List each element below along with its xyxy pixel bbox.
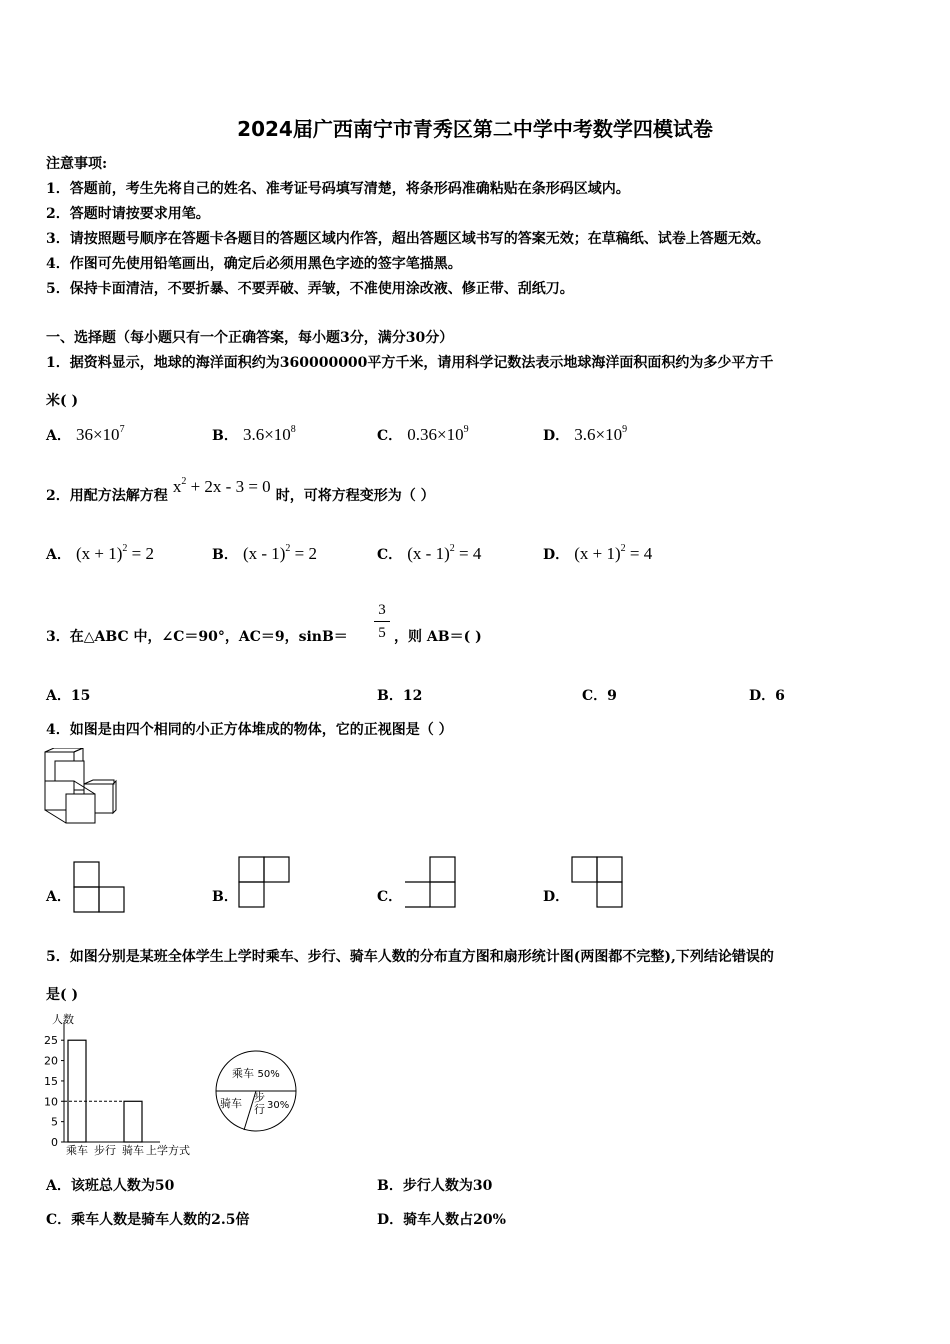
- x-category-label: 步行: [94, 1144, 116, 1157]
- y-tick-label: 15: [44, 1074, 58, 1088]
- q3-option-a[interactable]: A．15: [46, 688, 91, 704]
- q5-option-b[interactable]: B．步行人数为30: [377, 1178, 493, 1194]
- fraction: [374, 600, 390, 643]
- pie-slice-label: 步行: [254, 1091, 265, 1116]
- y-tick-label: 0: [51, 1136, 58, 1149]
- y-tick-label: 10: [44, 1095, 58, 1109]
- q4-option-b-figure: [238, 856, 292, 910]
- chart-ylabel: 人数: [52, 1013, 74, 1026]
- question-5-text-cont: 是( ): [46, 987, 79, 1003]
- question-3-text: 3．在△ABC 中，∠C＝90°，AC＝9，sinB＝: [46, 629, 348, 645]
- q1-option-c[interactable]: C． $0.36\times 10^9$: [377, 424, 469, 444]
- question-5-text: 5．如图分别是某班全体学生上学时乘车、步行、骑车人数的分布直方图和扇形统计图(两图都不完整),下列结论错误的: [46, 949, 774, 965]
- question-4-text: 4．如图是由四个相同的小正方体堆成的物体，它的正视图是（ ）: [46, 722, 453, 738]
- fraction-numerator: 3: [378, 602, 386, 618]
- q4-option-a[interactable]: A．: [46, 889, 71, 905]
- bar-骑车: [124, 1101, 142, 1142]
- notice-item: 4．作图可先使用铅笔画出，确定后必须用黑色字迹的签字笔描黑。: [46, 256, 462, 272]
- notice-item: 2．答题时请按要求用笔。: [46, 206, 210, 222]
- x-category-label: 骑车: [122, 1144, 144, 1157]
- q3-option-b[interactable]: B．12: [377, 688, 423, 704]
- q4-option-d[interactable]: D．: [543, 889, 570, 905]
- pie-slice-label: 骑车: [220, 1097, 242, 1110]
- q5-option-d[interactable]: D．骑车人数占20%: [377, 1212, 506, 1228]
- q2-option-a[interactable]: A． $(x + 1)^2 = 2$: [46, 543, 154, 563]
- pie-chart: [212, 1050, 302, 1134]
- q3-option-c[interactable]: C．9: [582, 688, 617, 704]
- question-3-suffix: ，则 AB＝( ): [394, 629, 482, 645]
- notice-heading: 注意事项:: [46, 156, 108, 172]
- x-category-label: 乘车: [66, 1144, 88, 1157]
- q4-option-a-figure: [73, 861, 127, 915]
- section-heading: 一、选择题（每小题只有一个正确答案，每小题3分，满分30分）: [46, 330, 454, 346]
- q4-option-c-figure: [404, 856, 458, 910]
- question-1-text-cont: 米( ): [46, 393, 79, 409]
- q1-option-b[interactable]: B． $3.6\times 10^8$: [212, 424, 296, 444]
- chart-xlabel: 上学方式: [146, 1144, 190, 1157]
- q4-option-b[interactable]: B．: [212, 889, 238, 905]
- page-title: 2024届广西南宁市青秀区第二中学中考数学四模试卷: [237, 117, 713, 141]
- notice-item: 3．请按照题号顺序在答题卡各题目的答题区域内作答，超出答题区域书写的答案无效；在草稿纸、试卷上答题无效。: [46, 231, 770, 247]
- cube-stack-figure: [44, 748, 118, 828]
- pie-slice-pct: 30%: [267, 1100, 290, 1111]
- q4-option-c[interactable]: C．: [377, 889, 403, 905]
- pie-slice-label: 乘车 50%: [232, 1067, 280, 1080]
- question-2-text: 2．用配方法解方程 $x^2 + 2x - 3 = 0$ 时，可将方程变形为（ ）: [46, 476, 435, 504]
- notice-item: 5．保持卡面清洁，不要折暴、不要弄破、弄皱，不准使用涂改液、修正带、刮纸刀。: [46, 281, 574, 297]
- y-tick-label: 20: [44, 1054, 58, 1068]
- q3-option-d[interactable]: D．6: [749, 688, 785, 704]
- fraction-denominator: 5: [378, 625, 386, 641]
- y-tick-label: 5: [51, 1115, 58, 1129]
- q2-option-d[interactable]: D． $(x + 1)^2 = 4$: [543, 543, 653, 563]
- q1-option-d[interactable]: D． $3.6\times 10^9$: [543, 424, 628, 444]
- q2-option-b[interactable]: B． (x - 1)$^2$ = 2: [212, 543, 318, 563]
- y-tick-label: 25: [44, 1034, 58, 1048]
- notice-item: 1．答题前，考生先将自己的姓名、准考证号码填写清楚，将条形码准确粘贴在条形码区域内。: [46, 181, 630, 197]
- q5-option-a[interactable]: A．该班总人数为50: [46, 1178, 175, 1194]
- question-1-text: 1．据资料显示，地球的海洋面积约为360000000平方千米，请用科学记数法表示地球海洋面积面积约为多少平方千: [46, 355, 774, 371]
- fraction-bar: [374, 621, 390, 622]
- q5-option-c[interactable]: C．乘车人数是骑车人数的2.5倍: [46, 1212, 250, 1228]
- bar-乘车: [68, 1040, 86, 1142]
- q2-option-c[interactable]: C． (x - 1)$^2$ = 4: [377, 543, 482, 563]
- bar-chart: [40, 1010, 200, 1160]
- q4-option-d-figure: [571, 856, 625, 910]
- q1-option-a[interactable]: A． $36\times 10^7$: [46, 424, 125, 444]
